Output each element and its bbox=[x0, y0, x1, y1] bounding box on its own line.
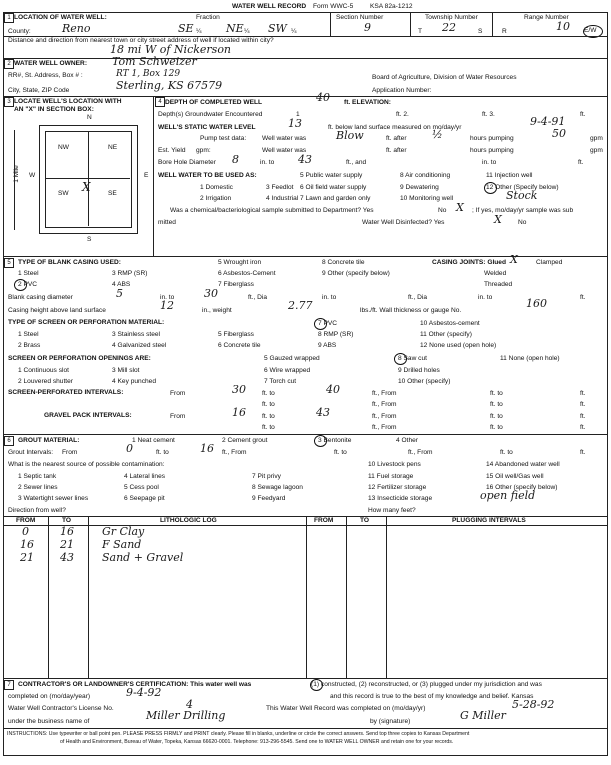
contam-7: 7 Pit privy bbox=[252, 473, 281, 480]
location-label: LOCATION OF WATER WELL: bbox=[14, 14, 107, 21]
use-7: 7 Lawn and garden only bbox=[300, 195, 371, 202]
gpi-from-label: From bbox=[170, 413, 186, 420]
log-row-0-from: 0 bbox=[22, 525, 29, 538]
use-3: 3 Feedlot bbox=[266, 184, 294, 191]
grout-3: 3 Bentonite bbox=[318, 437, 352, 444]
gw-2: ft. 2. bbox=[396, 111, 409, 118]
range-label: Range Number bbox=[524, 14, 569, 21]
gpi-ft-b: ft. bbox=[580, 424, 586, 431]
fraction-label: Fraction bbox=[196, 14, 220, 21]
fraction-1: SE bbox=[178, 22, 194, 35]
log-row-2-to: 43 bbox=[60, 551, 74, 564]
log-from-header: FROM bbox=[16, 517, 36, 524]
gw-ft: ft. bbox=[580, 111, 586, 118]
section-7-number: 7 bbox=[4, 680, 14, 690]
est-hours-pumping: hours pumping bbox=[470, 147, 514, 154]
opening-11: 11 None (open hole) bbox=[500, 355, 560, 362]
completed-label: completed on (mo/day/year) bbox=[8, 693, 91, 700]
log-to-header: TO bbox=[62, 517, 72, 524]
record-completed-label: This Water Well Record was completed on (mo/day/yr) bbox=[266, 705, 426, 712]
spi-ft-from-b: ft., From bbox=[372, 401, 397, 408]
contam-16: 16 Other (specify below) bbox=[486, 484, 558, 491]
signature-value: G Miller bbox=[460, 709, 506, 722]
log-row-0-to: 16 bbox=[60, 525, 74, 538]
ksa-number: KSA 82a-1212 bbox=[370, 3, 413, 10]
well-water-was-label: Well water was bbox=[262, 135, 307, 142]
disinfect-label: Water Well Disinfected? Yes bbox=[362, 219, 445, 226]
est-ft-after: ft. after bbox=[386, 147, 407, 154]
joints-threaded: Threaded bbox=[484, 281, 513, 288]
locate-label-2: AN "X" IN SECTION BOX: bbox=[14, 106, 94, 113]
log-from2-header: FROM bbox=[314, 517, 334, 524]
gauge-value: 160 bbox=[526, 297, 547, 310]
pump-test-value: Blow bbox=[336, 129, 364, 142]
diam-in-to: in. to bbox=[160, 294, 175, 301]
diam-ft: ft. bbox=[580, 294, 586, 301]
distance-value: 18 mi W of Nickerson bbox=[110, 43, 232, 56]
spi-label: SCREEN-PERFORATED INTERVALS: bbox=[8, 389, 124, 396]
gpi-ft: ft. bbox=[580, 413, 586, 420]
screen-11: 11 Other (specify) bbox=[420, 331, 472, 338]
opening-3: 3 Mill slot bbox=[112, 367, 140, 374]
owner-label: WATER WELL OWNER: bbox=[14, 60, 88, 67]
bore-value: 8 bbox=[232, 153, 239, 166]
distance-label: Distance and direction from nearest town or city street address of well if located within city? bbox=[8, 37, 274, 44]
groundwater-label: Depth(s) Groundwater Encountered bbox=[158, 111, 263, 118]
county-label: County: bbox=[8, 28, 31, 35]
chem-mark: X bbox=[456, 201, 464, 214]
ft-after-label: ft. after bbox=[386, 135, 407, 142]
use-12-value: Stock bbox=[506, 189, 538, 202]
section-4-number: 4 bbox=[155, 97, 165, 107]
contam-11: 11 Fuel storage bbox=[368, 473, 414, 480]
opening-5: 5 Gauzed wrapped bbox=[264, 355, 320, 362]
spi-ft-to-2b: ft. to bbox=[490, 401, 503, 408]
est-yield-label: Est. Yield bbox=[158, 147, 186, 154]
section-3-number: 3 bbox=[4, 97, 14, 107]
city-label: City, State, ZIP Code bbox=[8, 87, 70, 94]
gi-ft-from: ft., From bbox=[222, 449, 247, 456]
casing-3: 3 RMP (SR) bbox=[112, 270, 148, 277]
divider bbox=[306, 516, 307, 678]
log-row-1-to: 21 bbox=[60, 538, 74, 551]
instructions-1: INSTRUCTIONS: Use typewriter or ball point pen. PLEASE PRESS FIRMLY and PRINT clearly. Please fill in blanks, underline or circle the correct answers. Send top three copies to Kansas Department bbox=[7, 731, 470, 737]
bore-ft-end: ft. bbox=[578, 159, 584, 166]
range-ew: E/W bbox=[584, 27, 597, 34]
rule bbox=[3, 678, 608, 679]
height-in-weight: in., weight bbox=[202, 307, 232, 314]
bore-ft-and: ft., and bbox=[346, 159, 367, 166]
height-label: Casing height above land surface bbox=[8, 307, 106, 314]
opening-1: 1 Continuous slot bbox=[18, 367, 69, 374]
license-label: Water Well Contractor's License No. bbox=[8, 705, 114, 712]
elevation-label: ft. ELEVATION: bbox=[344, 99, 392, 106]
use-6: 6 Oil field water supply bbox=[300, 184, 367, 191]
bore-in-to-2: in. to bbox=[482, 159, 497, 166]
divider bbox=[48, 516, 49, 678]
gpi-ft-to: ft. to bbox=[262, 413, 275, 420]
chem-label: Was a chemical/bacteriological sample submitted to Department? Yes bbox=[170, 207, 374, 214]
use-9: 9 Dewatering bbox=[400, 184, 439, 191]
screen-6: 6 Concrete tile bbox=[218, 342, 261, 349]
gpm-label: gpm bbox=[590, 135, 603, 142]
screen-10: 10 Asbestos-cement bbox=[420, 320, 480, 327]
screen-material-label: TYPE OF SCREEN OR PERFORATION MATERIAL: bbox=[8, 319, 165, 326]
screen-7: 7 PVC bbox=[318, 320, 338, 327]
gpi-ft-from-b: ft., From bbox=[372, 424, 397, 431]
feet-label: How many feet? bbox=[368, 507, 416, 514]
opening-7: 7 Torch cut bbox=[264, 378, 297, 385]
address-label: RR#, St. Address, Box # : bbox=[8, 72, 83, 79]
screen-1: 1 Steel bbox=[18, 331, 39, 338]
cert-label: CONTRACTOR'S OR LANDOWNER'S CERTIFICATION: This water well was bbox=[18, 681, 252, 688]
township-s: S bbox=[478, 28, 483, 35]
log-lith-header: LITHOLOGIC LOG bbox=[160, 517, 217, 524]
section-1-number: 1 bbox=[4, 13, 14, 23]
form-number: Form WWC-5 bbox=[313, 3, 354, 10]
screen-8: 8 RMP (SR) bbox=[318, 331, 354, 338]
quarter-1: ¼ bbox=[196, 28, 202, 35]
se-label: SE bbox=[108, 190, 117, 197]
est-well-water-was: Well water was bbox=[262, 147, 307, 154]
gw-1: 1 bbox=[296, 111, 300, 118]
cert-line-2: and this record is true to the best of my knowledge and belief. Kansas bbox=[330, 693, 534, 700]
static-level-tail: ft. below land surface measured on mo/day/yr bbox=[328, 124, 462, 131]
pump-gpm: 50 bbox=[552, 127, 566, 140]
weight-lbs-label: lbs./ft. Wall thickness or gauge No. bbox=[360, 307, 462, 314]
gpi-label: GRAVEL PACK INTERVALS: bbox=[44, 412, 132, 419]
use-11: 11 Injection well bbox=[486, 172, 533, 179]
chem-tail: ; If yes, mo/day/yr sample was sub bbox=[472, 207, 574, 214]
contam-8: 8 Sewage lagoon bbox=[252, 484, 303, 491]
diam-in-to-3: in. to bbox=[478, 294, 493, 301]
spi-to-value: 40 bbox=[326, 383, 340, 396]
pump-hours: ½ bbox=[432, 128, 443, 141]
bore-to-value: 43 bbox=[298, 153, 312, 166]
static-level-label: WELL'S STATIC WATER LEVEL bbox=[158, 124, 256, 131]
range-r: R bbox=[502, 28, 507, 35]
contam-10: 10 Livestock pens bbox=[368, 461, 421, 468]
diam-in-to-2: in. to bbox=[322, 294, 337, 301]
contam-15: 15 Oil well/Gas well bbox=[486, 473, 544, 480]
contam-2: 2 Sewer lines bbox=[18, 484, 58, 491]
east-label: E bbox=[144, 172, 149, 179]
casing-5: 5 Wrought iron bbox=[218, 259, 262, 266]
rule bbox=[3, 434, 608, 435]
section-6-number: 6 bbox=[4, 436, 14, 446]
opening-10: 10 Other (specify) bbox=[398, 378, 451, 385]
license-value: 4 bbox=[186, 698, 193, 711]
business-label: under the business name of bbox=[8, 718, 90, 725]
signature-label: by (signature) bbox=[370, 718, 411, 725]
spi-from-value: 30 bbox=[232, 383, 246, 396]
disinfect-mark: X bbox=[494, 213, 502, 226]
casing-4: 4 ABS bbox=[112, 281, 131, 288]
grout-2: 2 Cement grout bbox=[222, 437, 268, 444]
chem-no: No bbox=[438, 207, 447, 214]
opening-9: 9 Drilled holes bbox=[398, 367, 440, 374]
opening-4: 4 Key punched bbox=[112, 378, 156, 385]
gi-from-value: 0 bbox=[126, 442, 133, 455]
log-row-1-desc: F Sand bbox=[102, 538, 142, 551]
divider bbox=[410, 12, 411, 36]
contam-4: 4 Lateral lines bbox=[124, 473, 166, 480]
log-row-2-desc: Sand + Gravel bbox=[102, 551, 184, 564]
contam-1: 1 Septic tank bbox=[18, 473, 57, 480]
gi-to-value: 16 bbox=[200, 442, 214, 455]
opening-8: 8 Saw cut bbox=[398, 355, 427, 362]
instructions-2: of Health and Environment, Bureau of Water, Topeka, Kansas 66620-0001. Telephone: 913-296-5545. Send one to WATER WELL OWNER and retain one for your records. bbox=[60, 739, 454, 745]
divider bbox=[153, 96, 154, 256]
opening-2: 2 Louvered shutter bbox=[18, 378, 73, 385]
application-label: Application Number: bbox=[372, 87, 432, 94]
rule bbox=[3, 728, 608, 729]
city-value: Sterling, KS 67579 bbox=[116, 79, 223, 92]
screen-5: 5 Fiberglass bbox=[218, 331, 254, 338]
gi-ft-from-2: ft., From bbox=[408, 449, 433, 456]
blank-casing-label: TYPE OF BLANK CASING USED: bbox=[18, 259, 121, 266]
township-label: Township Number bbox=[425, 14, 478, 21]
direction-label: Direction from well? bbox=[8, 507, 66, 514]
spi-ft-b: ft. bbox=[580, 401, 586, 408]
est-gpm-label: gpm: bbox=[196, 147, 211, 154]
contam-label: What is the nearest source of possible contamination: bbox=[8, 461, 165, 468]
township-t: T bbox=[418, 28, 423, 35]
joints-welded: Welded bbox=[484, 270, 507, 277]
static-date: 9-4-91 bbox=[530, 115, 566, 128]
depth-label: DEPTH OF COMPLETED WELL bbox=[165, 99, 263, 106]
casing-1: 1 Steel bbox=[18, 270, 39, 277]
ne-label: NE bbox=[108, 144, 118, 151]
locate-label-1: LOCATE WELL'S LOCATION WITH bbox=[14, 98, 122, 105]
joints-mark: X bbox=[510, 253, 518, 266]
diam-value: 5 bbox=[116, 287, 123, 300]
gpi-ft-to-2: ft. to bbox=[490, 413, 503, 420]
section-number-label: Section Number bbox=[336, 14, 384, 21]
contam-14: 14 Abandoned water well bbox=[486, 461, 560, 468]
use-10: 10 Monitoring well bbox=[400, 195, 454, 202]
spi-ft-to-2: ft. to bbox=[490, 390, 503, 397]
spi-ft-to-b: ft. to bbox=[262, 401, 275, 408]
grout-intervals-label: Grout Intervals: bbox=[8, 449, 54, 456]
form-title: WATER WELL RECORD bbox=[232, 3, 307, 10]
divider bbox=[492, 12, 493, 36]
well-location-mark: X bbox=[82, 180, 91, 194]
gpi-from-value: 16 bbox=[232, 406, 246, 419]
rule bbox=[45, 178, 130, 179]
gpi-ft-from: ft., From bbox=[372, 413, 397, 420]
spi-from-label: From bbox=[170, 390, 186, 397]
rule bbox=[3, 58, 608, 59]
grout-3-circle bbox=[314, 435, 327, 447]
casing-8: 8 Concrete tile bbox=[322, 259, 365, 266]
sw-label: SW bbox=[58, 190, 69, 197]
diam-ft-dia-2: ft., Dia bbox=[408, 294, 428, 301]
spi-ft-from: ft., From bbox=[372, 390, 397, 397]
gpi-to-value: 43 bbox=[316, 406, 330, 419]
section-number-value: 9 bbox=[364, 21, 371, 34]
owner-value: Tom Schweizer bbox=[112, 55, 197, 68]
bore-label: Bore Hole Diameter bbox=[158, 159, 216, 166]
screen-9: 9 ABS bbox=[318, 342, 337, 349]
opening-8-circle bbox=[394, 353, 407, 365]
opening-6: 6 Wire wrapped bbox=[264, 367, 311, 374]
screen-4: 4 Galvanized steel bbox=[112, 342, 167, 349]
quarter-3: ¼ bbox=[291, 28, 297, 35]
range-value: 10 bbox=[556, 20, 570, 33]
section-5-number: 5 bbox=[4, 258, 14, 268]
grout-1: 1 Neat cement bbox=[132, 437, 175, 444]
weight-value: 2.77 bbox=[288, 299, 313, 312]
casing-6: 6 Asbestos-Cement bbox=[218, 270, 276, 277]
height-value: 12 bbox=[160, 299, 174, 312]
record-completed-value: 5-28-92 bbox=[512, 698, 555, 711]
county-value: Reno bbox=[62, 22, 91, 35]
use-4: 4 Industrial bbox=[266, 195, 299, 202]
nw-label: NW bbox=[58, 144, 69, 151]
contam-13: 13 Insecticide storage bbox=[368, 495, 433, 502]
mile-label: 1 Mile bbox=[12, 165, 20, 183]
log-row-2-from: 21 bbox=[20, 551, 34, 564]
joints-label: CASING JOINTS: Glued bbox=[432, 259, 507, 266]
log-plug-header: PLUGGING INTERVALS bbox=[452, 517, 526, 524]
township-value: 22 bbox=[442, 21, 456, 34]
gpi-ft-to-2b: ft. to bbox=[490, 424, 503, 431]
log-to2-header: TO bbox=[360, 517, 370, 524]
grout-4: 4 Other bbox=[396, 437, 418, 444]
use-12: 12 Other (Specify below) bbox=[486, 184, 559, 191]
spi-ft-to: ft. to bbox=[262, 390, 275, 397]
gi-ft: ft. bbox=[580, 449, 586, 456]
depth-value: 40 bbox=[316, 91, 330, 104]
pump-test-label: Pump test data: bbox=[200, 135, 247, 142]
business-value: Miller Drilling bbox=[146, 709, 226, 722]
screen-7-circle bbox=[314, 318, 327, 330]
gpi-ft-to-b: ft. to bbox=[262, 424, 275, 431]
contam-5: 5 Cess pool bbox=[124, 484, 159, 491]
openings-label: SCREEN OR PERFORATION OPENINGS ARE: bbox=[8, 355, 151, 362]
joints-clamped: Clamped bbox=[536, 259, 563, 266]
use-5: 5 Public water supply bbox=[300, 172, 363, 179]
fraction-2: NE bbox=[226, 22, 244, 35]
casing-7: 7 Fiberglass bbox=[218, 281, 254, 288]
grout-label: GROUT MATERIAL: bbox=[18, 437, 80, 444]
gw-3: ft. 3. bbox=[482, 111, 495, 118]
diam-ft-dia: ft., Dia bbox=[248, 294, 268, 301]
contam-3: 3 Watertight sewer lines bbox=[18, 495, 89, 502]
cert-label-b: (1) constructed, (2) reconstructed, or (3) plugged under my jurisdiction and was bbox=[311, 681, 542, 688]
gi-ft-to-2: ft. to bbox=[334, 449, 347, 456]
disinfect-no: No bbox=[518, 219, 527, 226]
screen-12: 12 None used (open hole) bbox=[420, 342, 497, 349]
rule bbox=[3, 96, 608, 97]
mitted: mitted bbox=[158, 219, 176, 226]
north-label: N bbox=[87, 114, 92, 121]
divider bbox=[88, 516, 89, 678]
static-level-value: 13 bbox=[288, 117, 302, 130]
contam-9: 9 Feedyard bbox=[252, 495, 286, 502]
divider bbox=[14, 130, 15, 230]
gi-ft-to: ft. to bbox=[156, 449, 169, 456]
screen-3: 3 Stainless steel bbox=[112, 331, 161, 338]
south-label: S bbox=[87, 236, 92, 243]
diam-to-value: 30 bbox=[204, 287, 218, 300]
address-value: RT 1, Box 129 bbox=[116, 69, 181, 79]
log-row-0-desc: Gr Clay bbox=[102, 525, 145, 538]
casing-2-circle bbox=[14, 279, 27, 291]
board-label: Board of Agriculture, Division of Water Resources bbox=[372, 74, 517, 81]
contam-12: 12 Fertilizer storage bbox=[368, 484, 427, 491]
quarter-2: ¼ bbox=[244, 28, 250, 35]
spi-ft: ft. bbox=[580, 390, 586, 397]
use-1: 1 Domestic bbox=[200, 184, 233, 191]
use-12-circle bbox=[484, 182, 497, 194]
west-label: W bbox=[29, 172, 36, 179]
est-gpm-end: gpm bbox=[590, 147, 603, 154]
screen-2: 2 Brass bbox=[18, 342, 41, 349]
divider bbox=[346, 516, 347, 678]
fraction-3: SW bbox=[268, 22, 287, 35]
casing-9: 9 Other (specify below) bbox=[322, 270, 390, 277]
divider bbox=[386, 516, 387, 678]
contam-6: 6 Seepage pit bbox=[124, 495, 165, 502]
section-2-number: 2 bbox=[4, 59, 14, 69]
gi-from-label: From bbox=[62, 449, 78, 456]
divider bbox=[330, 12, 331, 36]
completed-value: 9-4-92 bbox=[126, 686, 162, 699]
diam-label: Blank casing diameter bbox=[8, 294, 73, 301]
log-row-1-from: 16 bbox=[20, 538, 34, 551]
hours-pumping-label: hours pumping bbox=[470, 135, 514, 142]
contam-16-value: open field bbox=[480, 489, 536, 502]
bore-in-to: in. to bbox=[260, 159, 275, 166]
casing-2: 2 PVC bbox=[18, 281, 38, 288]
use-label: WELL WATER TO BE USED AS: bbox=[158, 172, 257, 179]
use-8: 8 Air conditioning bbox=[400, 172, 451, 179]
use-2: 2 Irrigation bbox=[200, 195, 232, 202]
gi-ft-to-3: ft. to bbox=[500, 449, 513, 456]
